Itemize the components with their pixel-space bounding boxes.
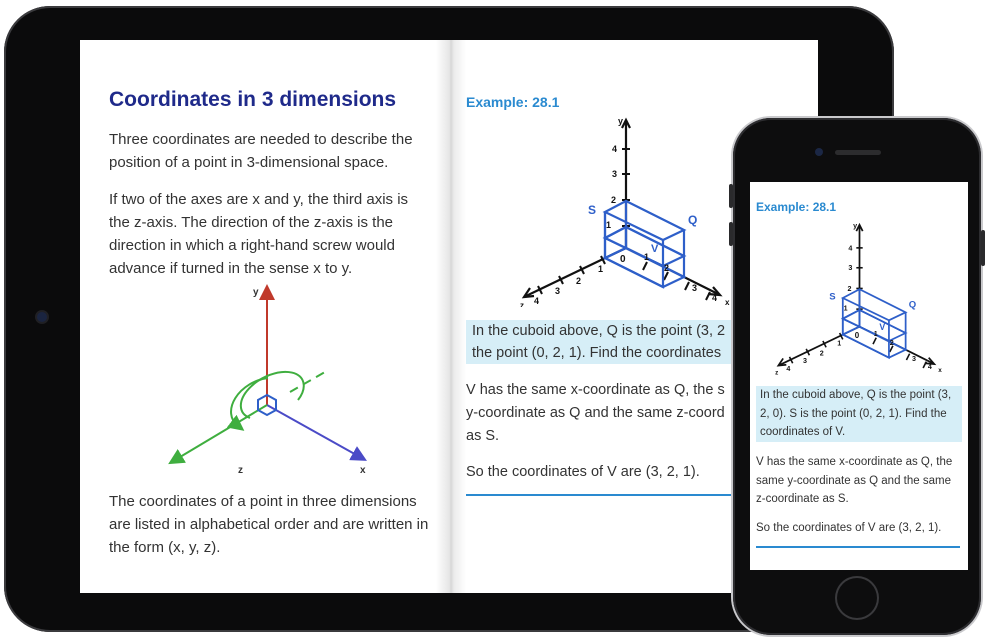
phone-x-label: x (938, 366, 942, 374)
z-tick-1: 1 (598, 264, 604, 274)
phone-z-tick-2: 2 (819, 349, 824, 358)
phone-speaker (835, 150, 881, 155)
phone-z-tick-1: 1 (837, 339, 842, 348)
phone-answer-text: V has the same x-coordinate as Q, the same y-coordinate as Q and the same z-coordinate as S. (756, 456, 953, 505)
home-button[interactable] (837, 578, 877, 618)
phone-x-tick-4: 4 (927, 362, 932, 371)
cuboid-shape (605, 200, 684, 287)
phone-y-tick-1: 1 (843, 304, 848, 313)
power-button[interactable] (981, 230, 985, 266)
phone-conclusion-text: So the coordinates of V are (3, 2, 1). (756, 522, 942, 534)
book-spine (436, 40, 466, 593)
x-tick-3: 3 (692, 283, 698, 293)
intro-paragraph: Three coordinates are needed to describe the position of a point in 3-dimensional space. (109, 131, 413, 171)
z-tick-2: 2 (576, 276, 582, 286)
z-tick-4: 4 (534, 296, 540, 306)
point-s-label: S (588, 203, 597, 217)
phone-x-tick-1: 1 (873, 330, 878, 339)
phone-point-q-label: Q (908, 299, 917, 311)
x-axis-line (267, 405, 360, 457)
question-line-1: In the cuboid above, Q is the point (3, 2 (472, 323, 726, 339)
y-tick-3: 3 (612, 169, 618, 179)
page-title: Coordinates in 3 dimensions (109, 88, 397, 111)
phone-y-tick-2: 2 (847, 284, 852, 293)
answer-line-2: y-coordinate as Q and the same z-coord (466, 405, 725, 421)
cuboid-diagram (516, 112, 736, 307)
phone-y-label: y (853, 221, 858, 230)
phone-question-text: In the cuboid above, Q is the point (3, 2, 0). S is the point (0, 2, 1). Find the coordinates of V. (760, 389, 952, 438)
z-axis-line (175, 405, 267, 460)
z-tick-3: 3 (555, 286, 561, 296)
phone-cuboid-diagram (772, 216, 947, 376)
phone-screen (750, 182, 968, 570)
tablet-screen (80, 40, 818, 593)
phone-origin-label: 0 (854, 330, 860, 340)
point-q-label: Q (688, 213, 698, 227)
conclusion-text: So the coordinates of V are (3, 2, 1). (466, 464, 700, 480)
example-title: Example: 28.1 (466, 94, 560, 110)
x-tick-4: 4 (712, 293, 718, 303)
y-tick-4: 4 (612, 144, 618, 154)
point-v-label: V (651, 243, 659, 255)
phone-camera (815, 148, 823, 156)
phone-section-divider (756, 546, 960, 548)
answer-line-1: V has the same x-coordinate as Q, the s (466, 382, 725, 398)
volume-down-button[interactable] (729, 222, 733, 246)
z-axis-label: z (238, 465, 243, 476)
x-tick-1: 1 (644, 252, 650, 262)
axes-paragraph: If two of the axes are x and y, the third axis is the z-axis. The direction of the z-axis is the direction in which a right-hand screw would advance if turned in the sense x to y. (109, 191, 409, 277)
tablet-camera (37, 312, 47, 322)
origin-label: 0 (620, 254, 626, 265)
x-tick-2: 2 (664, 263, 670, 273)
phone-z-tick-3: 3 (803, 357, 808, 366)
right-hand-axes-diagram (150, 280, 390, 480)
phone-z-label: z (775, 369, 779, 376)
y-tick-1: 1 (606, 220, 612, 230)
question-line-2: the point (0, 2, 1). Find the coordinates (472, 345, 722, 361)
z-axis-back-dashed (290, 372, 325, 392)
y-tick-2: 2 (611, 195, 617, 205)
cuboid-z-label: z (520, 301, 524, 307)
phone-z-tick-4: 4 (786, 365, 791, 374)
phone-y-tick-3: 3 (848, 264, 853, 273)
x-axis-label: x (360, 465, 366, 476)
volume-up-button[interactable] (729, 184, 733, 208)
cuboid-x-label: x (725, 298, 730, 307)
phone-point-v-label: V (879, 321, 886, 332)
y-axis-label: y (253, 287, 259, 298)
phone-x-tick-2: 2 (889, 338, 894, 347)
answer-line-3: as S. (466, 428, 500, 444)
phone-x-tick-3: 3 (912, 354, 916, 363)
phone-cuboid-shape (843, 288, 906, 357)
phone-example-title: Example: 28.1 (756, 200, 837, 214)
phone-y-tick-4: 4 (848, 244, 853, 253)
cuboid-y-label: y (618, 116, 624, 126)
phone-point-s-label: S (829, 291, 836, 303)
ordering-paragraph: The coordinates of a point in three dimensions are listed in alphabetical order and are written in the form (x, y, z). (109, 493, 429, 556)
